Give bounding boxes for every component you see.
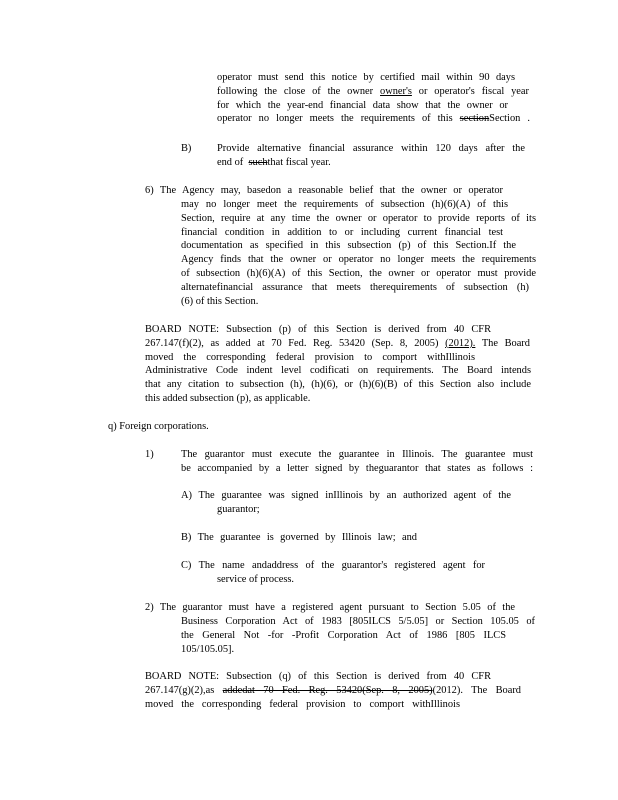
text-line: Business Corporation Act of 1983 [805ILCS 5/5.05] or Section 105.05 of (181, 616, 535, 627)
section-heading: q) Foreign corporations. (108, 421, 209, 432)
board-note-q (145, 670, 521, 711)
sub-item-a (181, 489, 511, 517)
item-1-paragraph (181, 448, 533, 476)
deleted-text: addedat 70 Fed. Reg. 53420(Sep. 8, 2005) (222, 684, 433, 696)
text-line: 105/105.05]. (181, 643, 235, 655)
text-line: following the close of the owner owner's or operator's fiscal year (217, 85, 529, 97)
text-line: be accompanied by a letter signed by theguarantor that states as follows : (181, 462, 533, 474)
text-line: moved the corresponding federal provision to comport withIllinois (145, 698, 460, 710)
text-line: C) The name andaddress of the guarantor's registered agent for (181, 560, 485, 571)
text-line: 267.147(f)(2), as added at 70 Fed. Reg. 53420 (Sep. 8, 2005) (2012). The Board (145, 337, 530, 349)
text-line: service of process. (217, 573, 295, 585)
text-line: BOARD NOTE: Subsection (p) of this Section is derived from 40 CFR (145, 324, 491, 335)
deleted-text: such (248, 156, 268, 168)
text-line: that any citation to subsection (h), (h)(6), or (h)(6)(B) of this Section also include (145, 379, 531, 391)
text-line: financial condition in addition to or including current financial test (181, 226, 503, 238)
item-marker: 1) (145, 449, 154, 460)
text-line: this added subsection (p), as applicable. (145, 392, 311, 404)
text-line: of subsection (h)(6)(A) of this Section, the owner or operator must provide (181, 267, 536, 279)
text-line: (6) of this Section. (181, 295, 259, 307)
text-line: 2) The guarantor must have a registered agent pursuant to Section 5.05 of the (145, 602, 515, 613)
text-line: B) The guarantee is governed by Illinois law; and (181, 532, 417, 543)
text-line: The guarantor must execute the guarantee in Illinois. The guarantee must (181, 449, 533, 460)
text-line: alternatefinancial assurance that meets therequirements of subsection (h) (181, 281, 529, 293)
text-line: documentation as specified in this subsection (p) of this Section.If the (181, 240, 516, 252)
text-line: Administrative Code indent level codificati on requirements. The Board intends (145, 365, 531, 377)
text-line: may no longer meet the requirements of subsection (h)(6)(A) of this (181, 199, 508, 210)
inserted-text: owner's (380, 85, 412, 97)
deleted-text: section (459, 113, 490, 125)
item-2-continuation (181, 615, 535, 656)
item-6-paragraph (145, 184, 503, 198)
text-line: Section, require at any time the owner or operator to provide reports of its (181, 212, 536, 224)
inserted-text: (2012). (445, 337, 476, 349)
text-line: for which the year-end financial data show that the owner or (217, 99, 508, 111)
text-line: guarantor; (217, 503, 260, 515)
text-line: A) The guarantee was signed inIllinois by an authorized agent of the (181, 490, 511, 501)
continued-paragraph (217, 71, 530, 126)
item-b-paragraph (217, 142, 525, 170)
item-6-continuation (181, 198, 536, 308)
item-marker: B) (181, 143, 192, 154)
text-line: moved the corresponding federal provision to comport withIllinois (145, 351, 475, 363)
text-line: 267.147(g)(2),as addedat 70 Fed. Reg. 53420(Sep. 8, 2005)(2012). The Board (145, 684, 521, 696)
text-line: end of suchthat fiscal year. (217, 156, 331, 168)
text-line: 6) The Agency may, basedon a reasonable belief that the owner or operator (145, 185, 503, 196)
item-2-paragraph (145, 601, 515, 615)
text-line: operator must send this notice by certified mail within 90 days (217, 72, 515, 83)
sub-item-b (181, 531, 417, 545)
text-line: operator no longer meets the requirements of this sectionSection . (217, 113, 530, 125)
text-line: BOARD NOTE: Subsection (q) of this Section is derived from 40 CFR (145, 671, 491, 682)
text-line: Provide alternative financial assurance within 120 days after the (217, 143, 525, 154)
board-note-p (145, 323, 531, 406)
text-line: Agency finds that the owner or operator no longer meets the requirements (181, 254, 536, 266)
text-line: the General Not -for -Profit Corporation Act of 1986 [805 ILCS (181, 629, 506, 641)
sub-item-c (181, 559, 485, 587)
